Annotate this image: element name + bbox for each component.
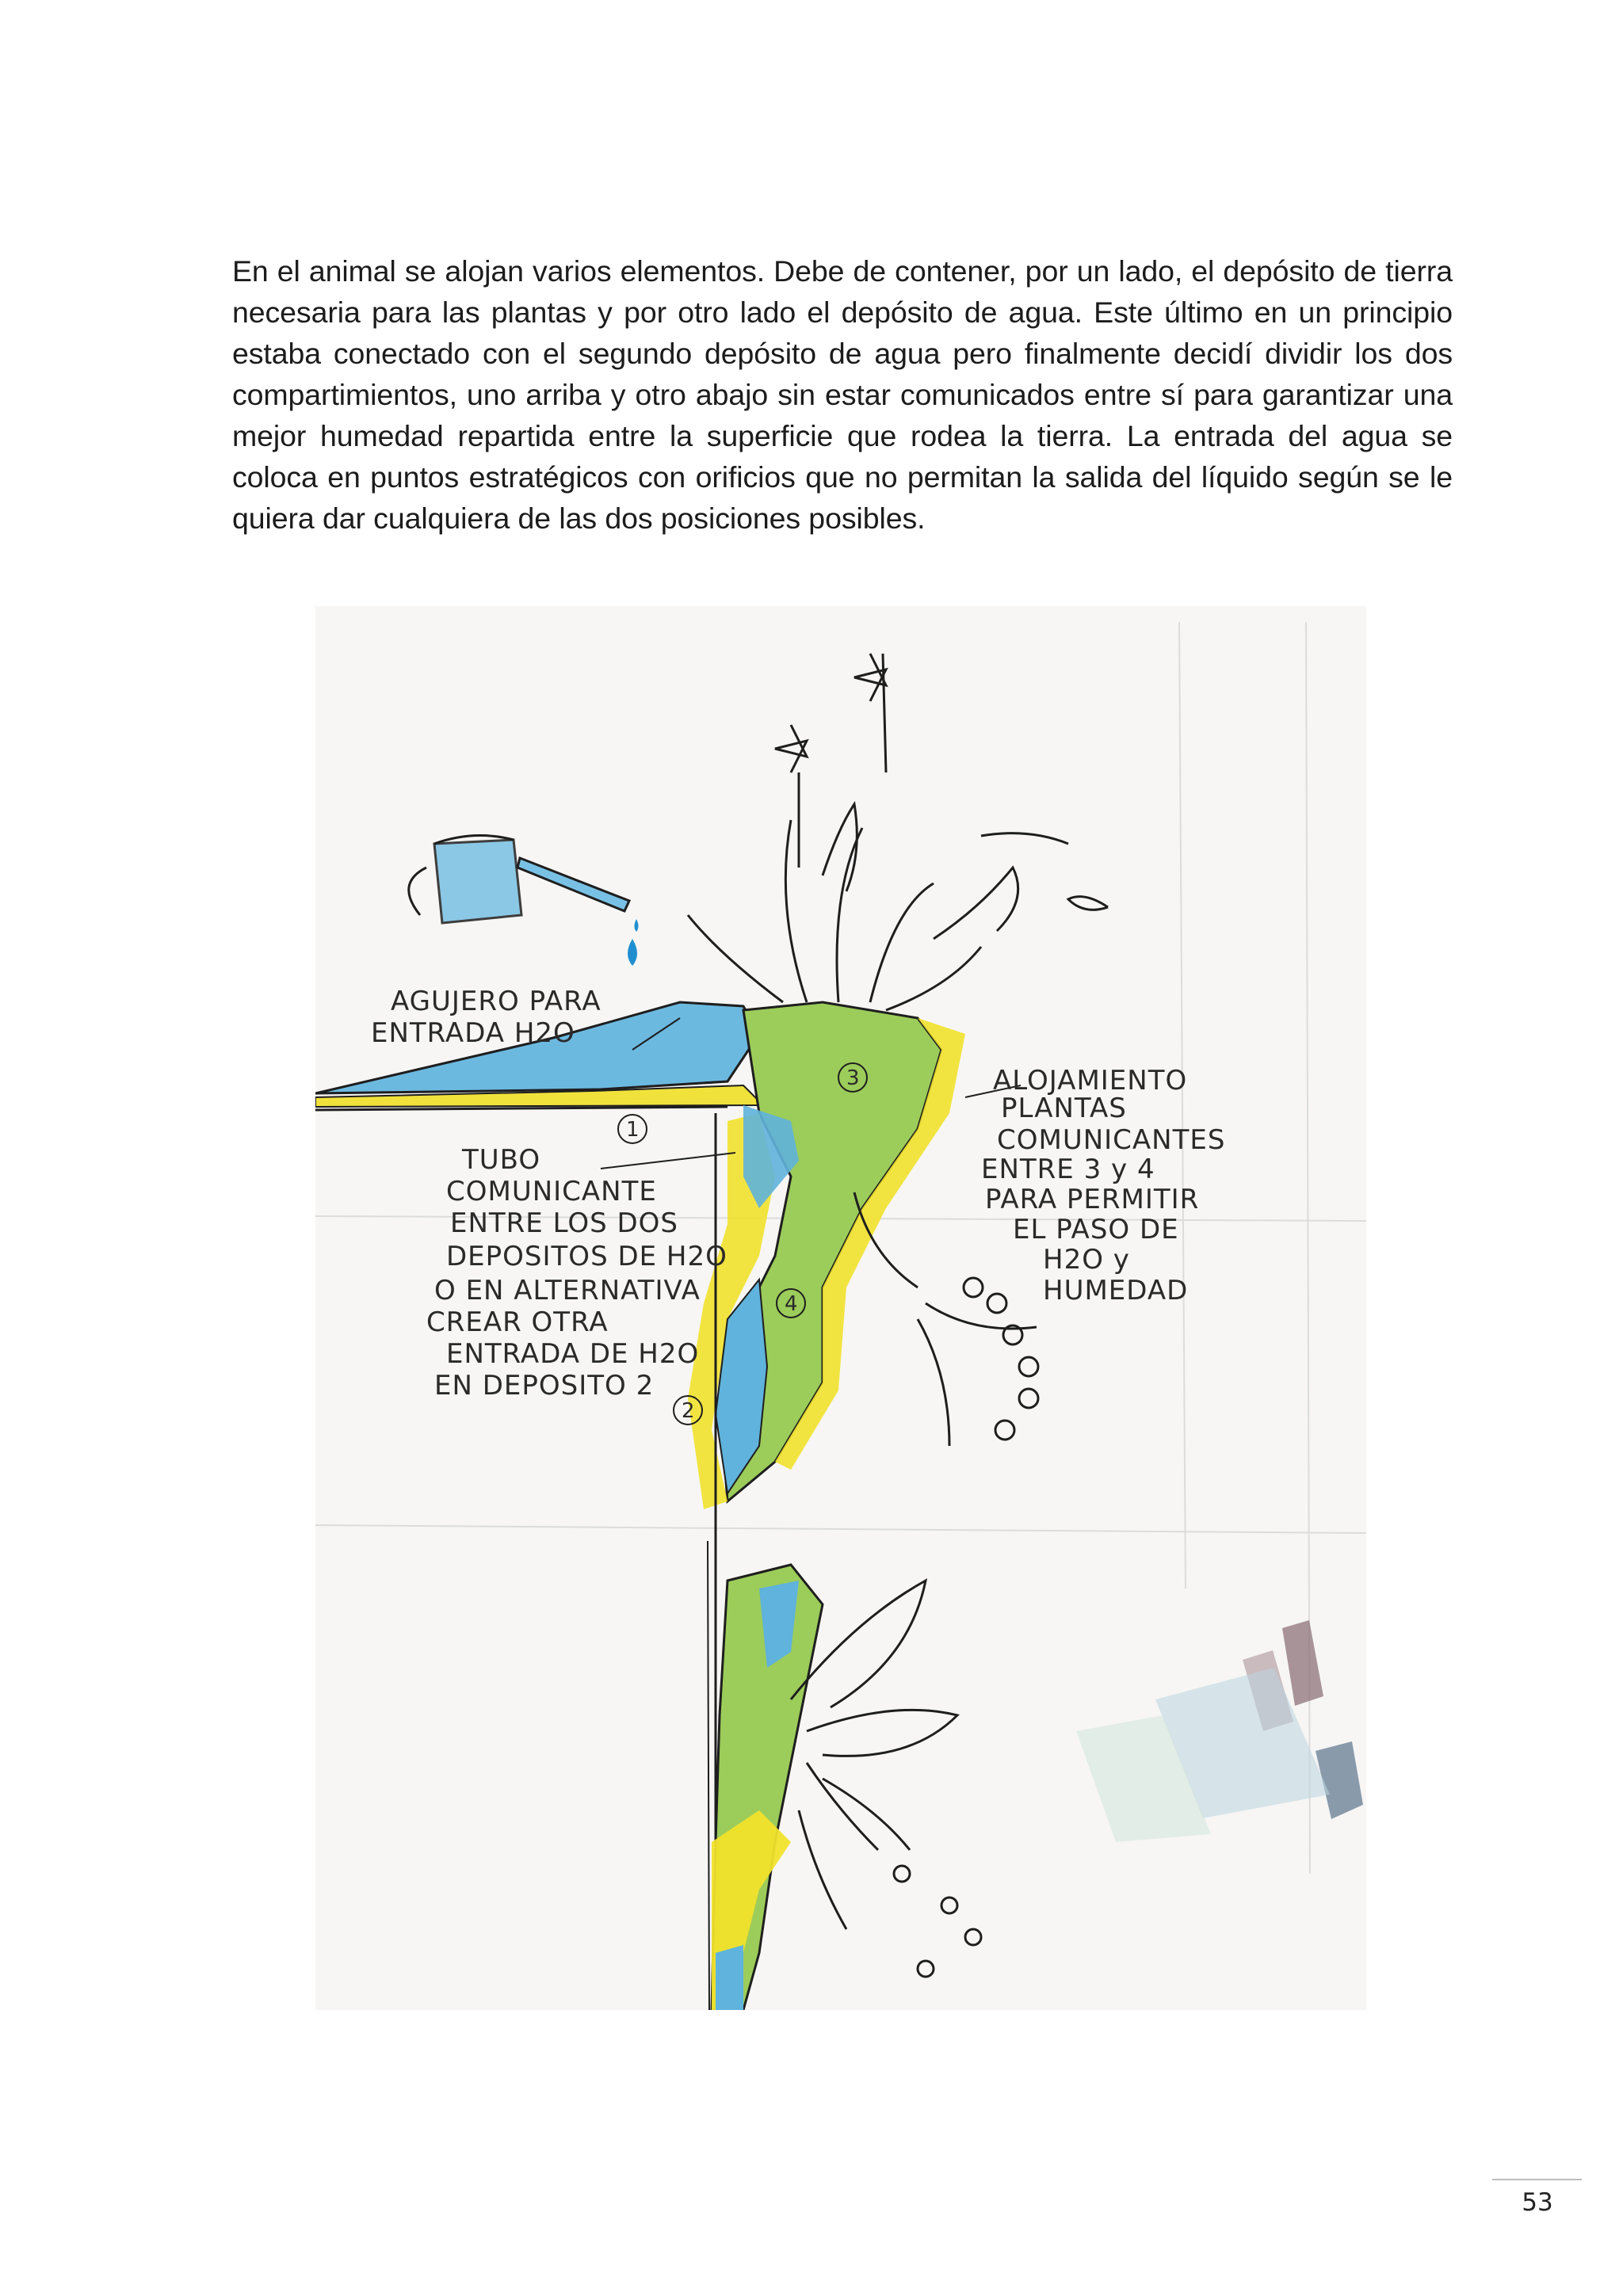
label-housing-line-1: ALOJAMIENTO xyxy=(993,1065,1188,1097)
label-plant-housing xyxy=(981,1065,1225,1306)
flowers xyxy=(854,1192,1038,1446)
watercolor-swatches xyxy=(1076,1620,1363,1842)
label-tube-line-6: CREAR OTRA xyxy=(426,1306,609,1338)
label-tube-line-1: TUBO xyxy=(462,1144,541,1176)
label-tube-line-4: DEPOSITOS DE H2O xyxy=(446,1241,727,1272)
marker-1 xyxy=(618,1115,647,1143)
upper-plants xyxy=(688,654,1108,1010)
label-tube-line-7: ENTRADA DE H2O xyxy=(446,1338,700,1370)
marker-3-label: 3 xyxy=(846,1066,860,1090)
label-tube-line-8: EN DEPOSITO 2 xyxy=(434,1370,655,1402)
label-housing-line-8: HUMEDAD xyxy=(1043,1275,1189,1306)
label-water-hole xyxy=(371,986,601,1049)
label-water-hole-line-1: AGUJERO PARA xyxy=(391,986,601,1017)
label-tube-line-2: COMUNICANTE xyxy=(446,1176,657,1207)
label-tube-line-3: ENTRE LOS DOS xyxy=(450,1207,679,1239)
label-housing-line-6: EL PASO DE xyxy=(1013,1214,1179,1245)
marker-2-label: 2 xyxy=(682,1399,695,1423)
lower-plants xyxy=(791,1581,981,1977)
footer-rule xyxy=(1492,2179,1582,2180)
body-paragraph: En el animal se alojan varios elementos. Debe de contener, por un lado, el depósito de tierra necesaria para las plantas y por otro lado el depósito de agua. Este último en un principio estaba conectado con el segundo depósito de agua pero finalmente decidí dividir los dos compartimientos, uno arriba y otro abajo sin estar comunicados entre sí para garantizar una mejor humedad repartida entre la superficie que rodea la tierra. La entrada del agua se coloca en puntos estratégicos con orificios que no permitan la salida del líquido según se le quiera dar cualquiera de las dos posiciones posibles. xyxy=(232,254,1453,535)
label-housing-line-5: PARA PERMITIR xyxy=(985,1184,1200,1215)
water-drop xyxy=(628,939,637,966)
label-housing-line-2: PLANTAS xyxy=(1001,1093,1127,1124)
sketch-illustration xyxy=(315,606,1366,2010)
label-connecting-tube xyxy=(426,1144,727,1402)
marker-1-label: 1 xyxy=(626,1118,640,1142)
page-number: 53 xyxy=(1522,2188,1553,2217)
water-drop xyxy=(635,919,639,932)
label-tube-line-5: O EN ALTERNATIVA xyxy=(434,1275,701,1306)
label-housing-line-4: ENTRE 3 y 4 xyxy=(981,1154,1155,1185)
marker-4-label: 4 xyxy=(785,1292,798,1316)
label-housing-line-3: COMUNICANTES xyxy=(997,1124,1226,1156)
lower-plant-body xyxy=(712,1565,823,2010)
watering-can xyxy=(409,836,629,923)
label-housing-line-7: H2O y xyxy=(1043,1244,1130,1276)
watercolor-swatch-mauve xyxy=(1282,1620,1323,1706)
label-water-hole-line-2: ENTRADA H2O xyxy=(371,1017,575,1049)
